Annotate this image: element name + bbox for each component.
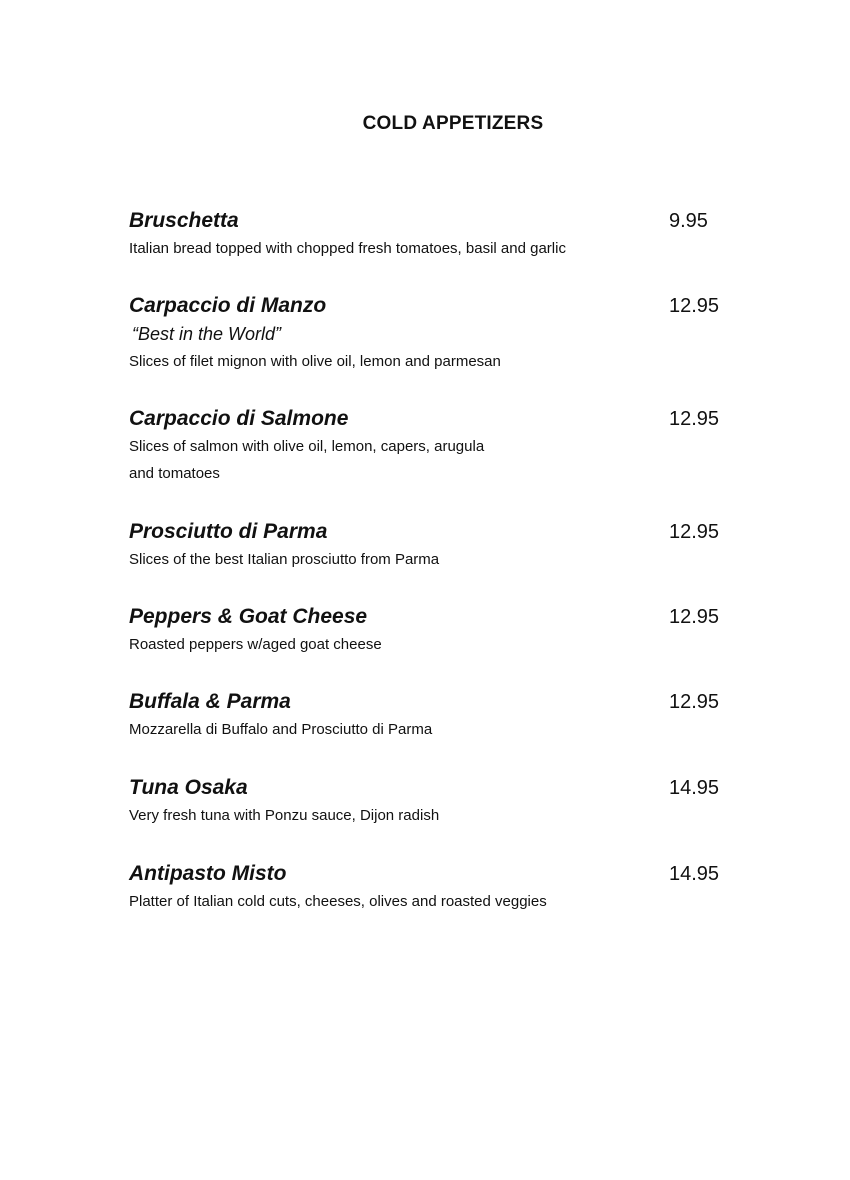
menu-item-price: 14.95	[669, 863, 720, 885]
menu-item-price: 12.95	[669, 408, 720, 430]
menu-item-carpaccio-di-salmone	[129, 405, 729, 487]
menu-item-buffala-parma	[129, 688, 729, 743]
menu-item-description: Very fresh tuna with Ponzu sauce, Dijon radish	[129, 807, 440, 824]
menu-item-name: Prosciutto di Parma	[129, 520, 328, 543]
menu-item-price: 12.95	[669, 295, 720, 317]
menu-item-name: Peppers & Goat Cheese	[129, 605, 368, 628]
menu-item-peppers-goat-cheese	[129, 603, 729, 658]
menu-item-description: Mozzarella di Buffalo and Prosciutto di Parma	[129, 721, 433, 738]
menu-item-name: Tuna Osaka	[129, 776, 248, 799]
menu-item-price: 12.95	[669, 691, 720, 713]
menu-item-description: and tomatoes	[129, 465, 220, 482]
menu-item-description: Italian bread topped with chopped fresh tomatoes, basil and garlic	[129, 240, 566, 257]
menu-item-tagline: “Best in the World”	[132, 324, 282, 344]
menu-item-name: Carpaccio di Salmone	[129, 407, 349, 430]
menu-item-price: 9.95	[669, 210, 708, 232]
menu-item-description: Slices of the best Italian prosciutto from Parma	[129, 551, 440, 568]
menu-item-description: Roasted peppers w/aged goat cheese	[129, 636, 382, 653]
menu-item-name: Buffala & Parma	[129, 690, 291, 713]
menu-item-price: 12.95	[669, 521, 720, 543]
menu-item-bruschetta	[129, 207, 729, 262]
menu-item-name: Bruschetta	[129, 209, 239, 232]
menu-item-name: Carpaccio di Manzo	[129, 294, 327, 317]
menu-item-description: Slices of filet mignon with olive oil, lemon and parmesan	[129, 353, 501, 370]
menu-item-price: 14.95	[669, 777, 720, 799]
menu-item-price: 12.95	[669, 606, 720, 628]
menu-item-carpaccio-di-manzo	[129, 292, 729, 375]
menu-item-description: Slices of salmon with olive oil, lemon, capers, arugula	[129, 438, 485, 455]
menu-item-description: Platter of Italian cold cuts, cheeses, olives and roasted veggies	[129, 893, 547, 910]
page-title: COLD APPETIZERS	[362, 113, 544, 134]
menu-item-tuna-osaka	[129, 774, 729, 829]
menu-item-name: Antipasto Misto	[129, 862, 287, 885]
menu-item-antipasto-misto	[129, 860, 729, 915]
menu-item-prosciutto-di-parma	[129, 518, 729, 573]
